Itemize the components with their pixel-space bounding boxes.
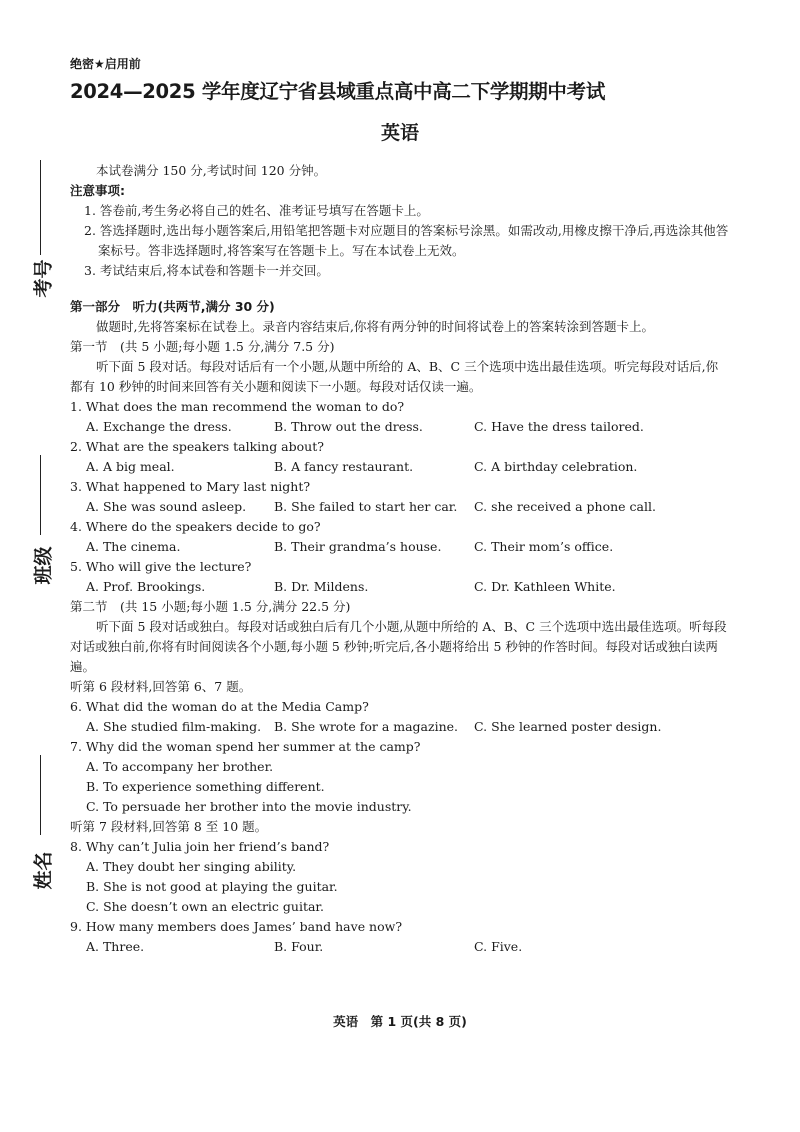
option-c: C. She doesn’t own an electric guitar.: [86, 899, 325, 914]
option-c: C. Their mom’s office.: [474, 539, 614, 554]
option-row: [70, 457, 730, 477]
option-a: A. The cinema.: [86, 539, 181, 554]
material-7-label: 听第 7 段材料,回答第 8 至 10 题。: [70, 819, 268, 834]
option-a: A. Prof. Brookings.: [86, 579, 206, 594]
option-row: [70, 577, 730, 597]
option-a: A. A big meal.: [86, 459, 175, 474]
exam-number-line: [40, 160, 41, 255]
question-stem: 8. Why can’t Julia join her friend’s band?: [70, 839, 330, 854]
option-c: C. To persuade her brother into the movie industry.: [86, 799, 412, 814]
option-b: B. Their grandma’s house.: [274, 539, 442, 554]
option-a: A. To accompany her brother.: [86, 759, 274, 774]
name-line: [40, 755, 41, 835]
subject-title: 英语: [380, 122, 419, 144]
option-c: C. A birthday celebration.: [474, 459, 638, 474]
question-stem: 6. What did the woman do at the Media Camp?: [70, 699, 369, 714]
option-b: B. Throw out the dress.: [274, 419, 423, 434]
part1-instruction: 做题时,先将答案标在试卷上。录音内容结束后,你将有两分钟的时间将试卷上的答案转涂到答题卡上。: [96, 319, 654, 334]
name-label: 姓名: [32, 851, 55, 890]
part1-heading: 第一部分 听力(共两节,满分 30 分): [70, 299, 275, 314]
option-c: C. Five.: [474, 939, 523, 954]
note-item: 2. 答选择题时,选出每小题答案后,用铅笔把答题卡对应题目的答案标号涂黑。如需改动,用橡皮擦干净后,再选涂其他答案标号。答非选择题时,将答案写在答题卡上。写在本试卷上无效。: [84, 223, 729, 258]
option-b: B. A fancy restaurant.: [274, 459, 414, 474]
option-a: A. They doubt her singing ability.: [86, 859, 297, 874]
note-item: 3. 考试结束后,将本试卷和答题卡一并交回。: [84, 263, 329, 278]
option-a: A. She studied film-making.: [86, 719, 262, 734]
material-6-label: 听第 6 段材料,回答第 6、7 题。: [70, 679, 252, 694]
option-b: B. She wrote for a magazine.: [274, 719, 459, 734]
option-a: A. Exchange the dress.: [86, 419, 232, 434]
option-row: [70, 717, 730, 737]
option-row: [70, 417, 730, 437]
option-c: C. Dr. Kathleen White.: [474, 579, 616, 594]
option-row: [70, 537, 730, 557]
option-row: [70, 497, 730, 517]
exam-content: [70, 55, 730, 957]
question-stem: 4. Where do the speakers decide to go?: [70, 519, 321, 534]
section1-heading: 第一节 (共 5 小题;每小题 1.5 分,满分 7.5 分): [70, 339, 335, 354]
score-line: 本试卷满分 150 分,考试时间 120 分钟。: [96, 163, 327, 178]
option-b: B. She is not good at playing the guitar.: [86, 879, 338, 894]
option-a: A. Three.: [86, 939, 145, 954]
section1-instruction: 听下面 5 段对话。每段对话后有一个小题,从题中所给的 A、B、C 三个选项中选出最佳选项。听完每段对话后,你都有 10 秒钟的时间来回答有关小题和阅读下一小题。每段对话仅读一遍。: [70, 359, 719, 394]
section2-heading: 第二节 (共 15 小题;每小题 1.5 分,满分 22.5 分): [70, 599, 351, 614]
option-b: B. Four.: [274, 939, 324, 954]
option-c: C. Have the dress tailored.: [474, 419, 644, 434]
exam-title: 2024—2025 学年度辽宁省县域重点高中高二下学期期中考试: [70, 80, 606, 103]
section2-instruction: 听下面 5 段对话或独白。每段对话或独白后有几个小题,从题中所给的 A、B、C 三个选项中选出最佳选项。听每段对话或独白前,你将有时间阅读各个小题,每小题 5 秒钟;听完后,各小题将给出 5 秒钟的作答时间。每段对话或独白读两遍。: [70, 619, 727, 674]
class-label: 班级: [32, 546, 55, 585]
note-item: 1. 答卷前,考生务必将自己的姓名、准考证号填写在答题卡上。: [84, 203, 429, 218]
option-a: A. She was sound asleep.: [86, 499, 247, 514]
question-stem: 9. How many members does James’ band have now?: [70, 919, 403, 934]
question-stem: 3. What happened to Mary last night?: [70, 479, 311, 494]
class-field: [18, 455, 58, 595]
notes-title: 注意事项:: [70, 183, 125, 198]
secret-label: 绝密★启用前: [70, 57, 141, 71]
class-line: [40, 455, 41, 535]
question-stem: 2. What are the speakers talking about?: [70, 439, 324, 454]
question-stem: 7. Why did the woman spend her summer at the camp?: [70, 739, 421, 754]
option-c: C. she received a phone call.: [474, 499, 656, 514]
option-b: B. She failed to start her car.: [274, 499, 458, 514]
question-stem: 1. What does the man recommend the woman to do?: [70, 399, 405, 414]
option-b: B. Dr. Mildens.: [274, 579, 369, 594]
option-b: B. To experience something different.: [86, 779, 325, 794]
option-row: [70, 937, 730, 957]
page-footer: 英语 第 1 页(共 8 页): [333, 1014, 467, 1029]
option-c: C. She learned poster design.: [474, 719, 662, 734]
question-stem: 5. Who will give the lecture?: [70, 559, 252, 574]
exam-number-field: [18, 160, 58, 310]
exam-number-label: 考号: [32, 259, 55, 298]
name-field: [18, 755, 58, 905]
